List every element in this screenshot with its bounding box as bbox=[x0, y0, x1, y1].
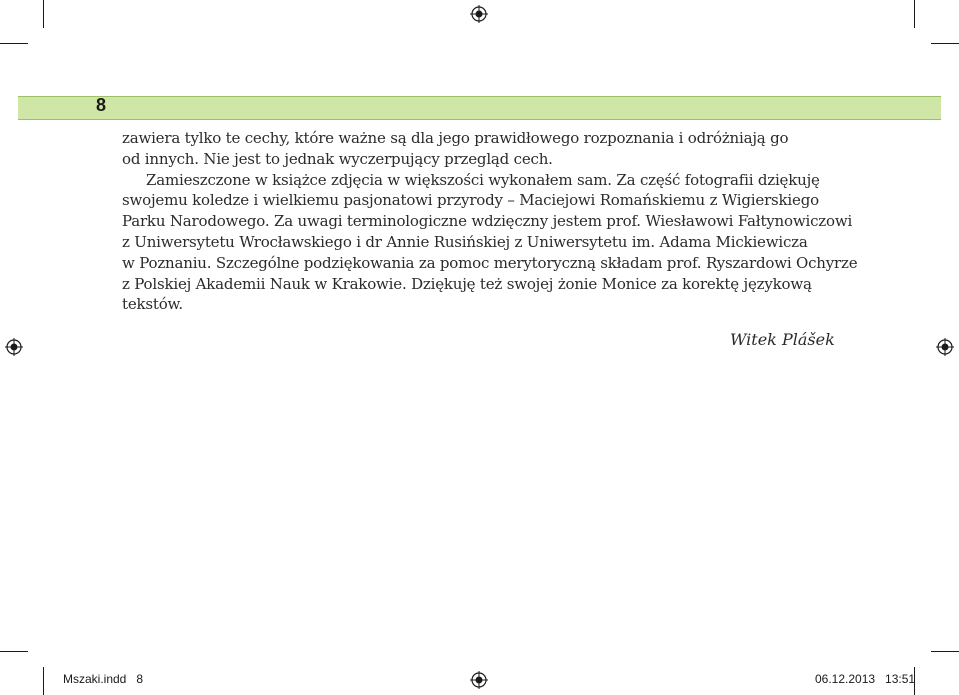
crop-mark-top-left bbox=[43, 0, 44, 28]
crop-mark-left-top bbox=[0, 43, 28, 44]
body-line: w Poznaniu. Szczególne podziękowania za pomoc merytoryczną składam prof. Ryszardowi Ochyrze bbox=[122, 253, 858, 272]
crop-mark-right-top bbox=[931, 43, 959, 44]
body-line: od innych. Nie jest to jednak wyczerpujący przegląd cech. bbox=[122, 149, 553, 168]
crop-mark-left-bottom bbox=[0, 651, 28, 652]
header-band bbox=[18, 96, 941, 120]
registration-mark-bottom-icon bbox=[470, 671, 488, 689]
registration-mark-left-icon bbox=[5, 338, 23, 356]
page-number: 8 bbox=[96, 95, 107, 115]
registration-mark-right-icon bbox=[936, 338, 954, 356]
registration-mark-top-icon bbox=[470, 5, 488, 23]
crop-mark-bottom-left bbox=[43, 667, 44, 695]
body-line: z Uniwersytetu Wrocławskiego i dr Annie Rusińskiej z Uniwersytetu im. Adama Mickiewicza bbox=[122, 232, 808, 251]
body-line: Zamieszczone w książce zdjęcia w większości wykonałem sam. Za część fotografii dziękuję bbox=[146, 170, 820, 189]
slug-datetime: 06.12.2013 13:51 bbox=[815, 672, 916, 686]
body-line: zawiera tylko te cechy, które ważne są dla jego prawidłowego rozpoznania i odróżniają go bbox=[122, 129, 789, 147]
crop-mark-top-right bbox=[914, 0, 915, 28]
slug-filename: Mszaki.indd 8 bbox=[63, 672, 144, 686]
author-signature: Witek Plášek bbox=[730, 330, 835, 349]
body-line: Parku Narodowego. Za uwagi terminologiczne wdzięczny jestem prof. Wiesławowi Fałtynowiczowi bbox=[122, 212, 853, 231]
body-line: z Polskiej Akademii Nauk w Krakowie. Dziękuję też swojej żonie Monice za korektę językową bbox=[122, 274, 812, 293]
body-line: tekstów. bbox=[122, 295, 183, 314]
body-line: swojemu koledze i wielkiemu pasjonatowi przyrody – Maciejowi Romańskiemu z Wigierskiego bbox=[122, 191, 819, 210]
body-text bbox=[122, 128, 858, 315]
crop-mark-right-bottom bbox=[931, 651, 959, 652]
